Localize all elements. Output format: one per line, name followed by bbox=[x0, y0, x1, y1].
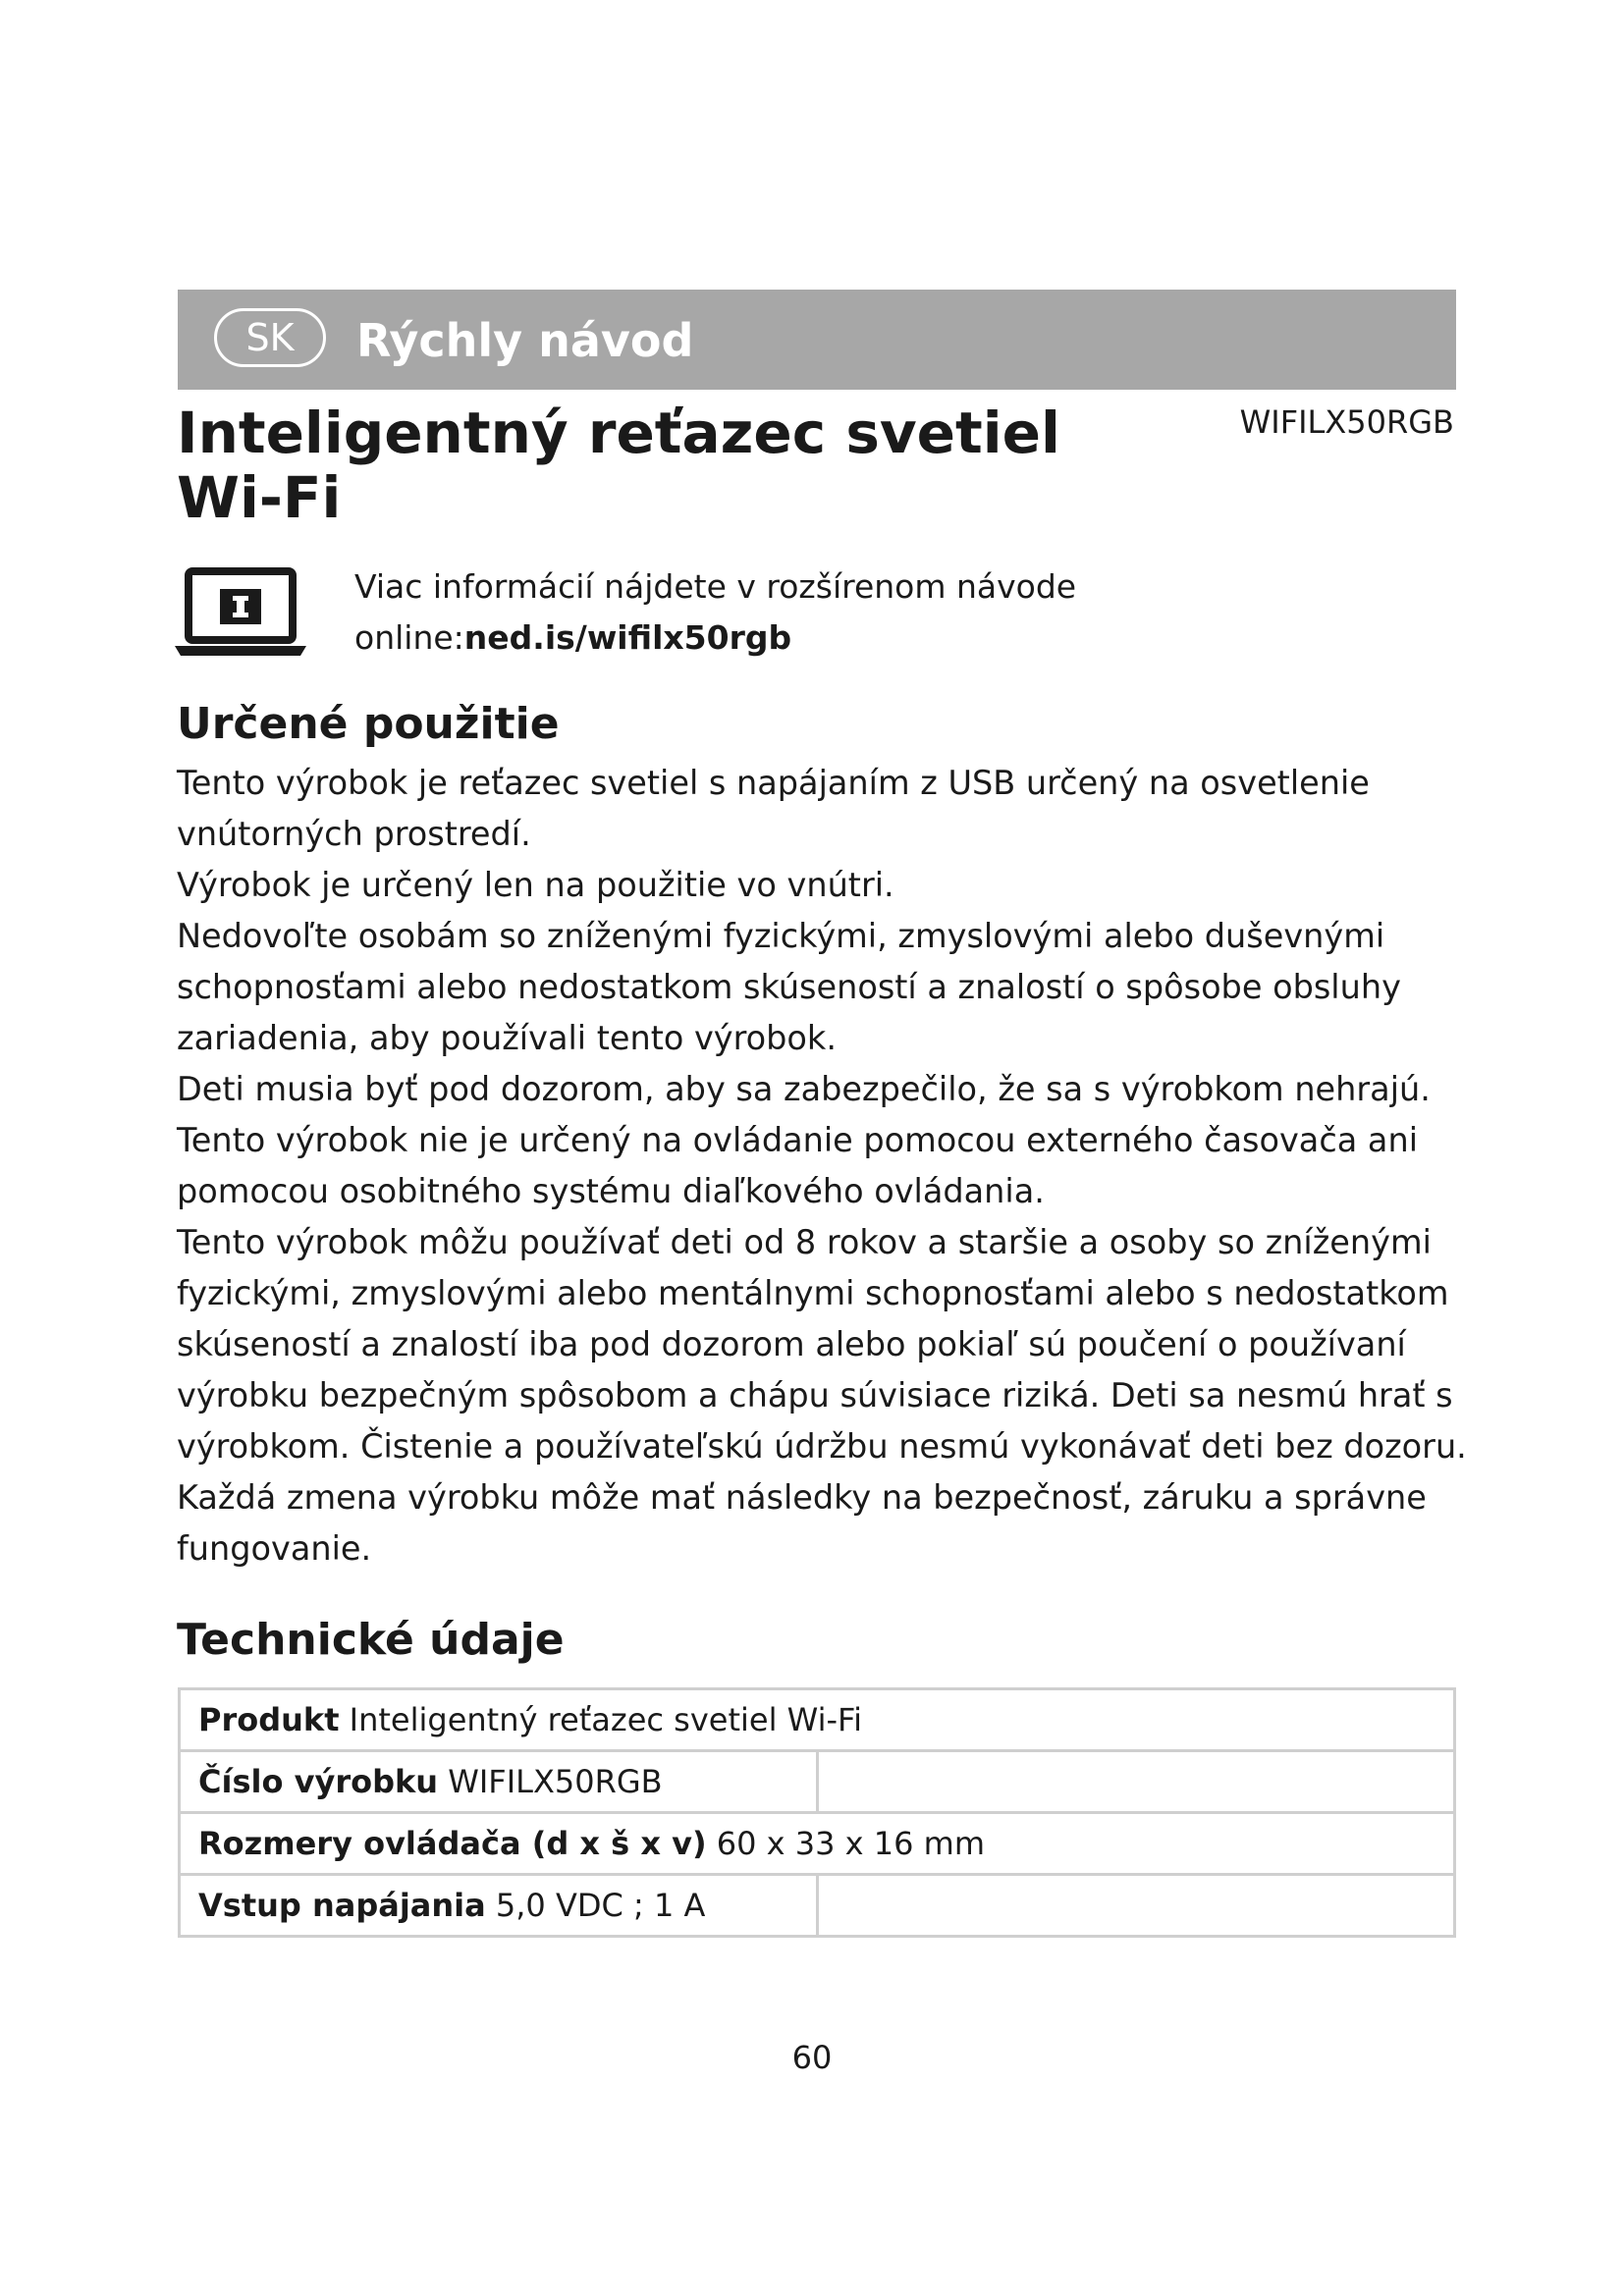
laptop-info-icon bbox=[175, 567, 306, 658]
intended-use-paragraph: Každá zmena výrobku môže mať následky na bezpečnosť, záruku a správne fungovanie. bbox=[177, 1478, 1427, 1568]
language-banner bbox=[178, 290, 1456, 390]
intended-use-paragraph: Deti musia byť pod dozorom, aby sa zabezpečilo, že sa s výrobkom nehrajú. bbox=[177, 1070, 1431, 1108]
table-row bbox=[180, 1813, 1455, 1875]
table-row bbox=[180, 1689, 1455, 1751]
online-info-line1: Viac informácií nájdete v rozšírenom návode bbox=[354, 567, 1077, 606]
spec-value: Inteligentný reťazec svetiel Wi-Fi bbox=[349, 1701, 862, 1738]
manual-url-link[interactable]: ned.is/wifilx50rgb bbox=[463, 618, 792, 657]
banner-title: Rýchly návod bbox=[356, 314, 694, 367]
intended-use-paragraph: Tento výrobok môžu používať deti od 8 rokov a staršie a osoby so zníženými fyzickými, zmyslovými alebo mentálnymi schopnosťami alebo s nedostatkom skúseností a znalostí iba pod dozorom alebo pokiaľ sú poučení o používaní výrobku bezpečným spôsobom a chápu súvisiace riziká. Deti sa nesmú hrať s výrobkom. Čistenie a používateľskú údržbu nesmú vykonávať deti bez dozoru. bbox=[177, 1223, 1467, 1466]
spec-label: Číslo výrobku bbox=[198, 1763, 439, 1800]
intended-use-heading: Určené použitie bbox=[177, 699, 560, 749]
spec-value: WIFILX50RGB bbox=[448, 1763, 663, 1800]
page-number: 60 bbox=[791, 2039, 833, 2076]
intended-use-paragraph: Tento výrobok je reťazec svetiel s napájaním z USB určený na osvetlenie vnútorných prostredí. bbox=[177, 764, 1370, 853]
spec-empty-cell bbox=[817, 1875, 1455, 1937]
spec-empty-cell bbox=[817, 1751, 1455, 1813]
online-info-line2 bbox=[354, 613, 1435, 664]
table-row bbox=[180, 1875, 1455, 1937]
specs-heading: Technické údaje bbox=[177, 1615, 565, 1665]
intended-use-paragraph: Tento výrobok nie je určený na ovládanie pomocou externého časovača ani pomocou osobitného systému diaľkového ovládania. bbox=[177, 1121, 1419, 1210]
specs-table bbox=[178, 1687, 1456, 1938]
spec-value: 60 x 33 x 16 mm bbox=[716, 1825, 985, 1862]
spec-cell bbox=[180, 1813, 1455, 1875]
online-info-prefix: online: bbox=[354, 618, 464, 657]
model-code: WIFILX50RGB bbox=[1239, 403, 1454, 441]
spec-label: Produkt bbox=[198, 1701, 340, 1738]
spec-cell bbox=[180, 1875, 818, 1937]
intended-use-paragraph: Výrobok je určený len na použitie vo vnútri. bbox=[177, 866, 894, 904]
product-title: Inteligentný reťazec svetiel Wi-Fi bbox=[177, 400, 1060, 531]
spec-cell bbox=[180, 1751, 818, 1813]
online-info-text bbox=[354, 561, 1435, 664]
language-code-badge: SK bbox=[214, 308, 326, 367]
spec-value: 5,0 VDC ; 1 A bbox=[495, 1887, 706, 1924]
spec-cell bbox=[180, 1689, 1455, 1751]
spec-label: Vstup napájania bbox=[198, 1887, 486, 1924]
intended-use-body bbox=[177, 758, 1492, 1575]
spec-label: Rozmery ovládača (d x š x v) bbox=[198, 1825, 707, 1862]
table-row bbox=[180, 1751, 1455, 1813]
intended-use-paragraph: Nedovoľte osobám so zníženými fyzickými, zmyslovými alebo duševnými schopnosťami alebo nedostatkom skúseností a znalostí o spôsobe obsluhy zariadenia, aby používali tento výrobok. bbox=[177, 917, 1401, 1057]
